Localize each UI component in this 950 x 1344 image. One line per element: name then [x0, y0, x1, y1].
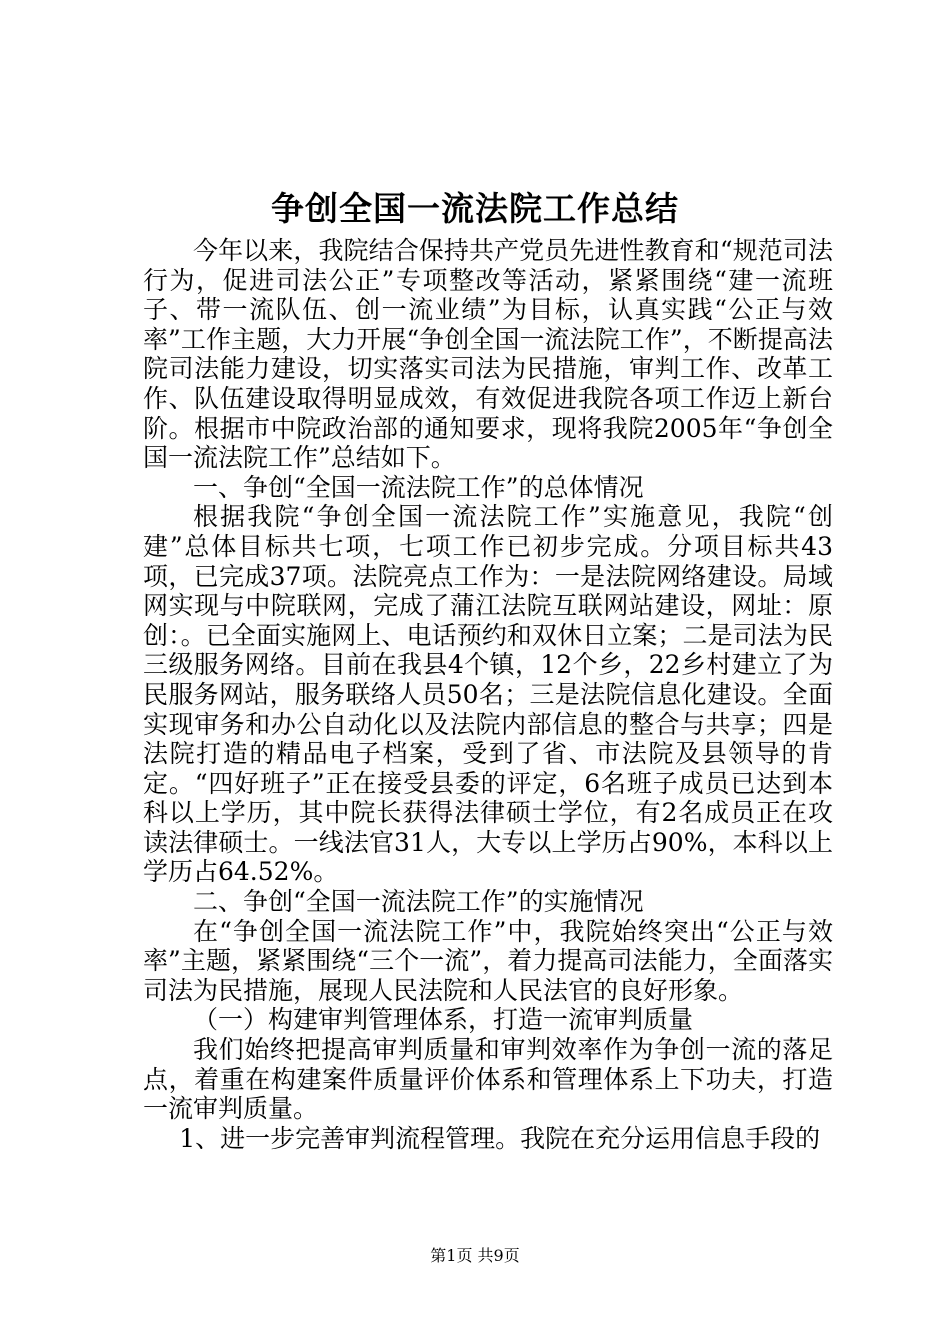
paragraph-overall: 根据我院“争创全国一流法院工作”实施意见，我院“创建”总体目标共七项，七项工作已初步完成。分项目标共43项，已完成37项。法院亮点工作为：一是法院网络建设。局域网实现与中院联网，完成了蒲江法院互联网站建设，网址：原创：。已全面实施网上、电话预约和双休日立案；二是司法为民三级服务网络。目前在我县4个镇，12个乡，22乡村建立了为民服务网站，服务联络人员50名；三是法院信息化建设。全面实现审务和办公自动化以及法院内部信息的整合与共享；四是法院打造的精品电子档案，受到了省、市法院及县领导的肯定。“四好班子”正在接受县委的评定，6名班子成员已达到本科以上学历，其中院长获得法律硕士学位，有2名成员正在攻读法律硕士。一线法官31人，大专以上学历占90%，本科以上学历占64.52%。	[143, 502, 833, 887]
section-heading-1: 一、争创“全国一流法院工作”的总体情况	[193, 472, 644, 502]
document-body	[143, 236, 833, 1153]
paragraph-intro: 今年以来，我院结合保持共产党员先进性教育和“规范司法行为，促进司法公正”专项整改等活动，紧紧围绕“建一流班子、带一流队伍、创一流业绩”为目标，认真实践“公正与效率”工作主题，大力开展“争创全国一流法院工作”，不断提高法院司法能力建设，切实落实司法为民措施，审判工作、改革工作、队伍建设取得明显成效，有效促进我院各项工作迈上新台阶。根据市中院政治部的通知要求，现将我院2005年“争创全国一流法院工作”总结如下。	[143, 236, 833, 473]
section-heading-2: 二、争创“全国一流法院工作”的实施情况	[193, 887, 644, 917]
subsection-heading-1: （一）构建审判管理体系，打造一流审判质量	[193, 1005, 694, 1035]
paragraph-item-1: 1、进一步完善审判流程管理。我院在充分运用信息手段的	[179, 1123, 821, 1153]
paragraph-implementation: 在“争创全国一流法院工作”中，我院始终突出“公正与效率”主题，紧紧围绕“三个一流”，着力提高司法能力，全面落实司法为民措施，展现人民法院和人民法官的良好形象。	[143, 916, 833, 1005]
page-footer: 第1页 共9页	[430, 1246, 520, 1265]
paragraph-quality: 我们始终把提高审判质量和审判效率作为争创一流的落足点，着重在构建案件质量评价体系和管理体系上下功夫，打造一流审判质量。	[143, 1035, 833, 1124]
document-title: 争创全国一流法院工作总结	[271, 189, 679, 228]
